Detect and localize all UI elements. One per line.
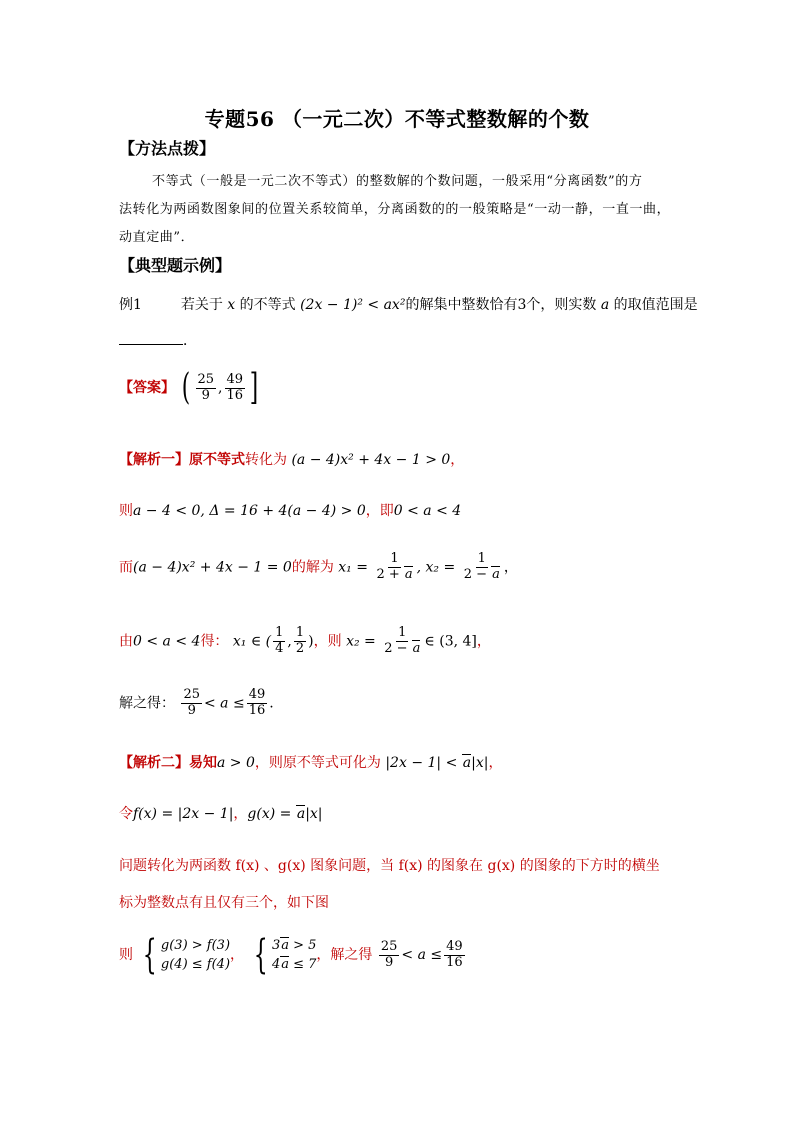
- solution-2-label: 【解析二】: [119, 755, 189, 771]
- answer-blank: ．: [119, 330, 197, 350]
- method-text-line-2: 法转化为两函数图象间的位置关系较简单，分离函数的的一般策略是“一动一静，一直一曲，: [119, 202, 671, 217]
- method-text-line-3: 动直定曲”．: [119, 230, 195, 245]
- page-title: 专题56 （一元二次）不等式整数解的个数: [204, 107, 590, 131]
- answer-line: 【答案】 ( $\frac{25}{9}$ , $\frac{49}{16}$ ]: [119, 367, 259, 408]
- solution-1-label: 【解析一】: [119, 452, 189, 468]
- example-heading: 【典型题示例】: [119, 256, 232, 275]
- solution-2-line-4: 标为整数点有且仅有三个，如下图: [119, 895, 329, 911]
- solution-1-line-1: 【解析一】原不等式转化为 (a − 4)x² + 4x − 1 > 0，: [119, 452, 465, 468]
- solution-1-line-2: 则a − 4 < 0, Δ = 16 + 4(a − 4) > 0，即0 < a < 4: [119, 503, 462, 519]
- inequality-expression: (2x − 1)² < ax²: [300, 297, 406, 313]
- example-1: 例1 若关于 x 的不等式 (2x − 1)² < ax²的解集中整数恰有3个，则实数 a 的取值范围是: [119, 297, 698, 313]
- method-heading: 【方法点拨】: [119, 139, 216, 158]
- solution-1-line-3: 而(a − 4)x² + 4x − 1 = 0的解为 x₁ = $\frac{1}{2 + a}$ , x₂ = $\frac{1}{2 - a}$ ，: [119, 551, 518, 582]
- solution-1-line-4: 由0 < a < 4得： x₁ ∈ ( $\frac{1}{4}$ , $\frac{1}{2}$ )，则 x₂ = $\frac{1}{2 - a}$ ∈ (3, 4]，: [119, 625, 491, 656]
- solution-2-line-5: 则 { g(3) > f(3) g(4) ≤ f(4) ， { 3a > 5 4a ≤ 7 ，解之得 $\frac{25}{9}$ < a ≤ $\frac{49}{16}$: [119, 932, 463, 978]
- answer-label: 【答案】: [119, 380, 175, 396]
- method-text-line-1: 不等式（一般是一元二次不等式）的整数解的个数问题，一般采用“分离函数”的方: [152, 174, 643, 189]
- solution-1-line-5: 解之得： $\frac{25}{9}$ < a ≤ $\frac{49}{16}$ .: [119, 687, 274, 718]
- solution-2-line-1: 【解析二】易知a > 0，则原不等式可化为 |2x − 1| < a|x|，: [119, 755, 503, 771]
- solution-2-line-2: 令f(x) = |2x − 1|，g(x) = a|x|: [119, 806, 323, 822]
- solution-2-line-3: 问题转化为两函数 f(x) 、g(x) 图象问题，当 f(x) 的图象在 g(x) 的图象的下方时的横坐: [119, 858, 660, 874]
- example-label: 例1: [119, 297, 142, 313]
